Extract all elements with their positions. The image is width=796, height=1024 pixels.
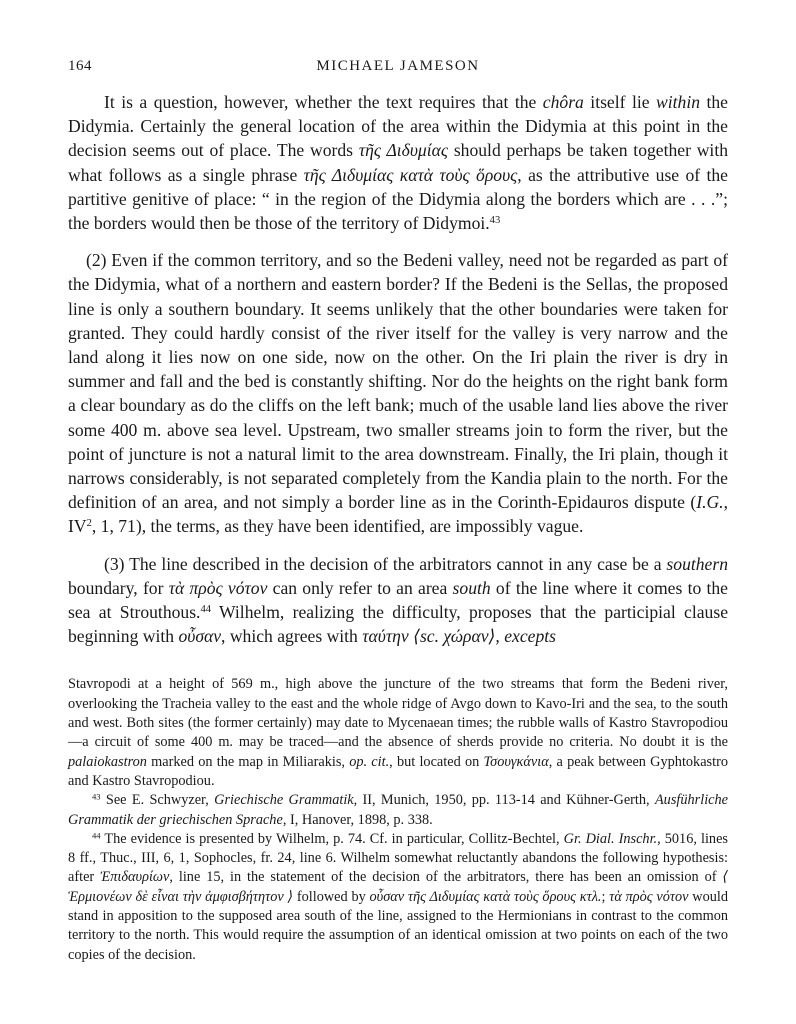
page xyxy=(68,58,728,965)
footnote-number: 43 xyxy=(92,791,101,802)
footnote-number: 44 xyxy=(92,830,101,841)
paragraph-3: (3) The line described in the decision of the arbitrators cannot in any case be a southern boundary, for τὰ πρὸς νότον can only refer to an area south of the line where it comes to the sea at Strouthous.$^{44}$ Wilhelm, realizing the difficulty, proposes that the participial clause beginning with οὖσαν, which agrees with ταύτην ⟨sc. χώραν⟩, excepts xyxy=(68,553,729,647)
paragraph-2: (2) Even if the common territory, and so the Bedeni valley, need not be regarded as part of the Didymia, what of a northern and eastern border? If the Bedeni is the Sellas, the proposed line is only a southern boundary. It seems unlikely that the other boundaries were taken for granted. They could hardly consist of the river itself for the valley is very narrow and the land along it lies now on one side, now on the other. On the Iri plain the river is dry in summer and fall and the bed is constantly shifting. Nor do the heights on the right bank form a clear boundary as do the cliffs on the left bank; much of the usable land lies above the river some 400 m. above sea level. Upstream, two smaller streams join to form the river, but the point of juncture is not a natural limit to the area downstream. Finally, the Iri plain, though it narrows considerably, is not separated completely from the Kandia plain to the north. For the definition of an area, and not simply a border line as in the Corinth-Epidauros dispute (I.G., $IV^2$, 1, 71), the terms, as they have been identified, are impossibly vague. xyxy=(68,250,728,537)
greek-phrase: τὰ πρὸς νότον xyxy=(168,577,268,598)
italic-within: within xyxy=(656,92,701,112)
greek-phrase: ταύτην ⟨sc. χώραν⟩, excepts xyxy=(362,626,556,647)
italic-south: south xyxy=(452,577,491,598)
italic-chora: chôra xyxy=(542,92,584,112)
footnote-continued: Stavropodi at a height of 569 m., high above the juncture of the two streams that form the Bedeni river, overlooking the Tracheia valley to the east and the whole ridge of Avgo down to Kavo-Iri and the sea, to the south and west. Both sites (the former certainly) may date to Mycenaean times; the rubble walls of Kastro Stavropodiou—a circuit of some 400 m. may be traced—and the absence of sherds provide no criteria. No doubt it is the palaiokastron marked on the map in Miliarakis, op. cit., but located on Τσουγκάνια, a peak between Gyphtokastro and Kastro Stavropodiou. xyxy=(68,676,729,789)
greek-phrase: ⟨ Ἑρμιονέων δὲ εἶναι τὴν ἀμφισβήτητον ⟩ xyxy=(68,869,728,905)
italic-southern: southern xyxy=(666,553,728,574)
main-text xyxy=(68,90,728,648)
footnote-ref-43: 43 xyxy=(489,215,501,227)
footnote-44: $^{44}$ The evidence is presented by Wilhelm, p. 74. Cf. in particular, Collitz-Bechtel, Gr. Dial. Inschr., 5016, lines 8 ff., Thuc., III, 6, 1, Sophocles, fr. 24, line 6. Wilhelm somewhat reluctantly abandons the following hypothesis: after Ἐπιδαυρίων, line 15, in the statement of the decision of the arbitrators, there has been an omission of ⟨ Ἑρμιονέων δὲ εἶναι τὴν ἀμφισβήτητον ⟩ followed by οὖσαν τῆς Διδυμίας κατὰ τοὺς ὅρους κτλ.; τὰ πρὸς νότον would stand in apposition to the supposed area south of the line, assigned to the Hermionians in contrast to the common territory to the north. This would require the assumption of an identical omission at two points on each of the two copies of the decision. xyxy=(68,830,729,963)
page-number: 164 xyxy=(68,58,92,74)
running-header xyxy=(68,58,728,82)
greek-phrase: τὰ πρὸς νότον xyxy=(609,888,689,905)
greek-phrase: τῆς Διδυμίας xyxy=(358,140,449,161)
footnote-ref-44: 44 xyxy=(200,604,212,616)
greek-phrase: Τσουγκάνια xyxy=(483,753,549,770)
greek-phrase: οὖσαν τῆς Διδυμίας κατὰ τοὺς ὅρους κτλ. xyxy=(369,888,602,905)
running-title: MICHAEL JAMESON xyxy=(316,58,480,74)
footnotes xyxy=(68,675,728,964)
footnote-43: $^{43}$ See E. Schwyzer, Griechische Grammatik, II, Munich, 1950, pp. 113-14 and Kühner-Gerth, Ausführliche Grammatik der griechischen Sprache, I, Hanover, 1898, p. 338. xyxy=(68,791,728,828)
citation-ig: I.G. xyxy=(696,492,724,513)
greek-phrase: Ἐπιδαυρίων xyxy=(100,869,170,886)
greek-phrase: τῆς Διδυμίας κατὰ τοὺς ὅρους xyxy=(303,164,518,185)
paragraph-1: It is a question, however, whether the text requires that the chôra itself lie within the Didymia. Certainly the general location of the area within the Didymia at this point in the decision seems out of place. The words τῆς Διδυμίας should perhaps be taken together with what follows as a single phrase τῆς Διδυμίας κατὰ τοὺς ὅρους, as the attributive use of the partitive genitive of place: “ in the region of the Didymia along the borders which are . . .”; the borders would then be those of the territory of Didymoi.$^{43}$ xyxy=(68,92,729,234)
greek-phrase: οὖσαν xyxy=(178,626,222,647)
